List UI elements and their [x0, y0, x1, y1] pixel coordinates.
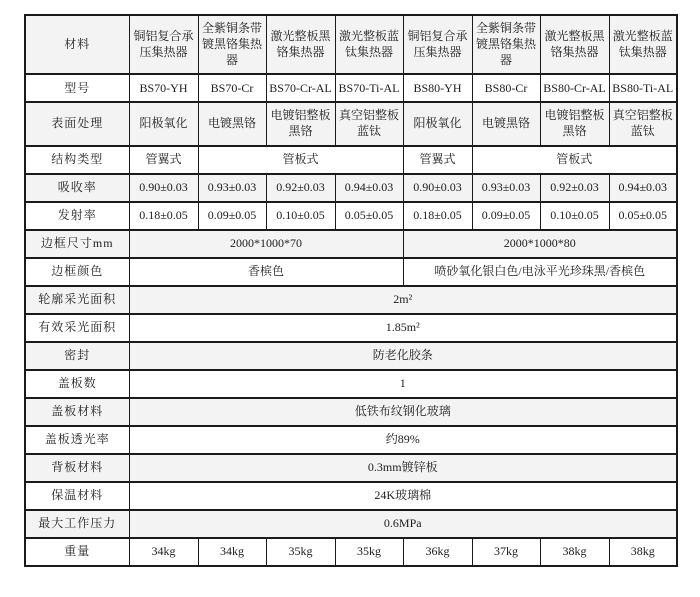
product-spec-table	[24, 14, 678, 567]
table-row	[25, 286, 677, 314]
table-row	[25, 538, 677, 566]
spec-cell: 全紫铜条带镀黑铬集热器	[198, 15, 266, 74]
row-label: 盖板透光率	[25, 426, 129, 454]
spec-cell: 34kg	[198, 538, 266, 566]
row-label: 材料	[25, 15, 129, 74]
spec-cell: 0.92±0.03	[266, 174, 335, 202]
spec-cell: 0.09±0.05	[198, 202, 266, 230]
row-label: 有效采光面积	[25, 314, 129, 342]
spec-table-body	[25, 15, 677, 566]
spec-cell: 0.90±0.03	[129, 174, 198, 202]
spec-cell: BS70-YH	[129, 74, 198, 102]
spec-cell: 1.85m²	[129, 314, 677, 342]
spec-cell: 管板式	[472, 146, 677, 174]
spec-cell: 真空铝整板蓝钛	[335, 102, 403, 146]
table-row	[25, 342, 677, 370]
spec-cell: 0.94±0.03	[609, 174, 677, 202]
spec-cell: 管翼式	[403, 146, 472, 174]
spec-cell: 电镀黑铬	[472, 102, 540, 146]
table-row	[25, 102, 677, 146]
spec-cell: 低铁布纹钢化玻璃	[129, 398, 677, 426]
spec-cell: 2m²	[129, 286, 677, 314]
spec-cell: 0.09±0.05	[472, 202, 540, 230]
row-label: 盖板数	[25, 370, 129, 398]
table-row	[25, 398, 677, 426]
spec-cell: 激光整板蓝钛集热器	[609, 15, 677, 74]
spec-cell: 0.05±0.05	[335, 202, 403, 230]
spec-cell: 0.93±0.03	[472, 174, 540, 202]
row-label: 吸收率	[25, 174, 129, 202]
spec-cell: 激光整板黑铬集热器	[540, 15, 609, 74]
spec-cell: 24K玻璃棉	[129, 482, 677, 510]
table-row	[25, 510, 677, 538]
row-label: 重量	[25, 538, 129, 566]
spec-cell: 防老化胶条	[129, 342, 677, 370]
spec-cell: 0.92±0.03	[540, 174, 609, 202]
spec-cell: 喷砂氧化银白色/电泳平光珍珠黑/香槟色	[403, 258, 677, 286]
row-label: 型号	[25, 74, 129, 102]
spec-cell: 0.6MPa	[129, 510, 677, 538]
spec-cell: BS70-Cr-AL	[266, 74, 335, 102]
spec-cell: 阳极氧化	[403, 102, 472, 146]
table-row	[25, 258, 677, 286]
spec-cell: 0.18±0.05	[129, 202, 198, 230]
spec-cell: 0.94±0.03	[335, 174, 403, 202]
spec-cell: 1	[129, 370, 677, 398]
spec-cell: 铜铝复合承压集热器	[129, 15, 198, 74]
spec-cell: 0.10±0.05	[540, 202, 609, 230]
spec-cell: 2000*1000*70	[129, 230, 403, 258]
table-row	[25, 146, 677, 174]
row-label: 背板材料	[25, 454, 129, 482]
spec-cell: 电镀黑铬	[198, 102, 266, 146]
table-row	[25, 15, 677, 74]
spec-cell: 34kg	[129, 538, 198, 566]
spec-cell: 电镀铝整板黑铬	[266, 102, 335, 146]
spec-cell: 激光整板蓝钛集热器	[335, 15, 403, 74]
spec-cell: 0.93±0.03	[198, 174, 266, 202]
table-row	[25, 426, 677, 454]
row-label: 发射率	[25, 202, 129, 230]
spec-cell: 2000*1000*80	[403, 230, 677, 258]
table-row	[25, 174, 677, 202]
spec-cell: 35kg	[335, 538, 403, 566]
spec-cell: 35kg	[266, 538, 335, 566]
spec-cell: 全紫铜条带镀黑铬集热器	[472, 15, 540, 74]
spec-cell: 约89%	[129, 426, 677, 454]
spec-cell: BS80-Cr-AL	[540, 74, 609, 102]
spec-cell: 38kg	[609, 538, 677, 566]
spec-cell: 37kg	[472, 538, 540, 566]
spec-cell: 管翼式	[129, 146, 198, 174]
table-row	[25, 230, 677, 258]
table-row	[25, 454, 677, 482]
spec-cell: BS70-Cr	[198, 74, 266, 102]
spec-cell: 0.3mm镀锌板	[129, 454, 677, 482]
spec-cell: 铜铝复合承压集热器	[403, 15, 472, 74]
table-row	[25, 74, 677, 102]
row-label: 最大工作压力	[25, 510, 129, 538]
spec-cell: 香槟色	[129, 258, 403, 286]
row-label: 密封	[25, 342, 129, 370]
spec-cell: BS80-Ti-AL	[609, 74, 677, 102]
spec-cell: 0.05±0.05	[609, 202, 677, 230]
spec-cell: 38kg	[540, 538, 609, 566]
spec-cell: 管板式	[198, 146, 403, 174]
spec-cell: 激光整板黑铬集热器	[266, 15, 335, 74]
spec-cell: BS70-Ti-AL	[335, 74, 403, 102]
table-row	[25, 202, 677, 230]
row-label: 边框颜色	[25, 258, 129, 286]
spec-cell: 电镀铝整板黑铬	[540, 102, 609, 146]
row-label: 保温材料	[25, 482, 129, 510]
spec-cell: BS80-Cr	[472, 74, 540, 102]
table-row	[25, 314, 677, 342]
spec-cell: 真空铝整板蓝钛	[609, 102, 677, 146]
row-label: 结构类型	[25, 146, 129, 174]
spec-cell: 阳极氧化	[129, 102, 198, 146]
spec-cell: 0.18±0.05	[403, 202, 472, 230]
row-label: 表面处理	[25, 102, 129, 146]
row-label: 盖板材料	[25, 398, 129, 426]
table-row	[25, 482, 677, 510]
spec-cell: BS80-YH	[403, 74, 472, 102]
table-row	[25, 370, 677, 398]
spec-cell: 36kg	[403, 538, 472, 566]
spec-cell: 0.90±0.03	[403, 174, 472, 202]
row-label: 边框尺寸mm	[25, 230, 129, 258]
row-label: 轮廓采光面积	[25, 286, 129, 314]
spec-cell: 0.10±0.05	[266, 202, 335, 230]
